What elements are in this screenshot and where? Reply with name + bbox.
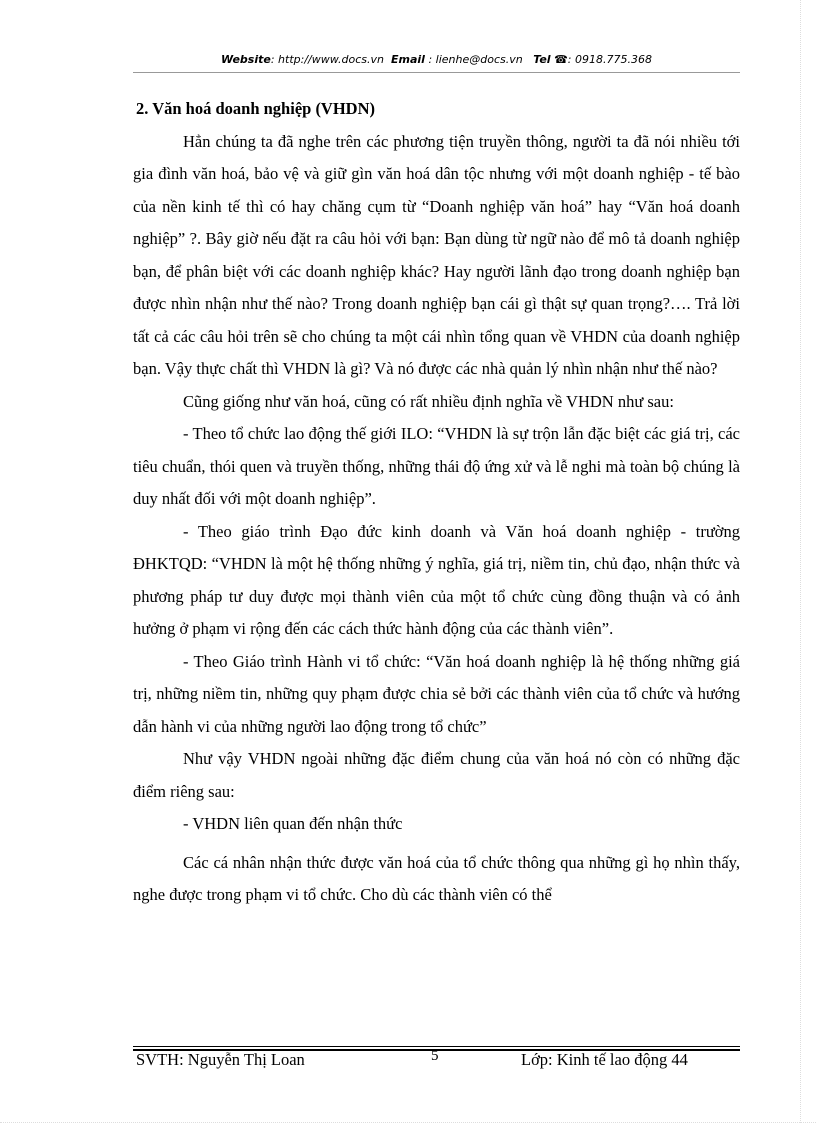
footer-class: Lớp: Kinh tế lao động 44	[521, 1050, 688, 1069]
page-number: 5	[431, 1048, 439, 1064]
tel-label: Tel	[533, 53, 551, 66]
website-label: Website	[221, 53, 271, 66]
email-value: : lienhe@docs.vn	[428, 53, 523, 66]
footer-divider-thin	[133, 1046, 740, 1047]
tel-value: : 0918.775.368	[567, 53, 652, 66]
paragraph-perception-detail: Các cá nhân nhận thức được văn hoá của tổ chức thông qua những gì họ nhìn thấy, nghe được trong phạm vi tổ chức. Cho dù các thành viên có thể	[133, 852, 740, 904]
paragraph-bullet-perception: - VHDN liên quan đến nhận thức	[183, 814, 403, 833]
paragraph-dhktqd-definition: - Theo giáo trình Đạo đức kinh doanh và Văn hoá doanh nghiệp - trường ĐHKTQD: “VHDN là một hệ thống những ý nghĩa, giá trị, niềm tin, chủ đạo, nhận thức và phương pháp tư duy được mọi thành viên của một tổ chức cùng đồng thuận và có ảnh hưởng ở phạm vi rộng đến các cách thức hành động của các thành viên”.	[133, 521, 740, 638]
header-divider	[133, 72, 740, 73]
paragraph-characteristics: Như vậy VHDN ngoài những đặc điểm chung của văn hoá nó còn có những đặc điểm riêng sau:	[133, 749, 740, 801]
paragraph-definitions-lead: Cũng giống như văn hoá, cũng có rất nhiều định nghĩa về VHDN như sau:	[183, 391, 674, 411]
phone-icon: ☎	[554, 53, 568, 66]
section-title: 2. Văn hoá doanh nghiệp (VHDN)	[136, 99, 376, 118]
paragraph-behavior-definition: - Theo Giáo trình Hành vi tổ chức: “Văn hoá doanh nghiệp là hệ thống những giá trị, những niềm tin, những quy phạm được chia sẻ bởi các thành viên của tổ chức và hướng dẫn hành vi của những người lao động trong tổ chức”	[133, 651, 740, 736]
footer-author: SVTH: Nguyễn Thị Loan	[136, 1050, 305, 1069]
page-footer	[133, 1050, 740, 1074]
email-label: Email	[391, 53, 425, 66]
paragraph-ilo-definition: - Theo tổ chức lao động thế giới ILO: “VHDN là sự trộn lẫn đặc biệt các giá trị, các tiêu chuẩn, thói quen và truyền thống, những thái độ ứng xử và lễ nghi mà toàn bộ chúng là duy nhất đối với một doanh nghiệp”.	[133, 424, 740, 508]
page-edge-right	[800, 0, 801, 1123]
website-value: : http://www.docs.vn	[270, 53, 385, 66]
document-body	[133, 93, 740, 912]
page-header	[133, 53, 740, 66]
paragraph-intro: Hẳn chúng ta đã nghe trên các phương tiện truyền thông, người ta đã nói nhiều tới gia đình văn hoá, bảo vệ và giữ gìn văn hoá dân tộc nhưng với một doanh nghiệp - tế bào của nền kinh tế thì có hay chăng cụm từ “Doanh nghiệp văn hoá” hay “Văn hoá doanh nghiệp” ?. Bây giờ nếu đặt ra câu hỏi với bạn: Bạn dùng từ ngữ nào để mô tả doanh nghiệp bạn, để phân biệt với các doanh nghiệp khác? Hay người lãnh đạo trong doanh nghiệp bạn được nhìn nhận như thế nào? Trong doanh nghiệp bạn cái gì thật sự quan trọng?…. Trả lời tất cả các câu hỏi trên sẽ cho chúng ta một cái nhìn tổng quan về VHDN của doanh nghiệp bạn. Vậy thực chất thì VHDN là gì? Và nó được các nhà quản lý nhìn nhận như thế nào?	[133, 131, 740, 378]
